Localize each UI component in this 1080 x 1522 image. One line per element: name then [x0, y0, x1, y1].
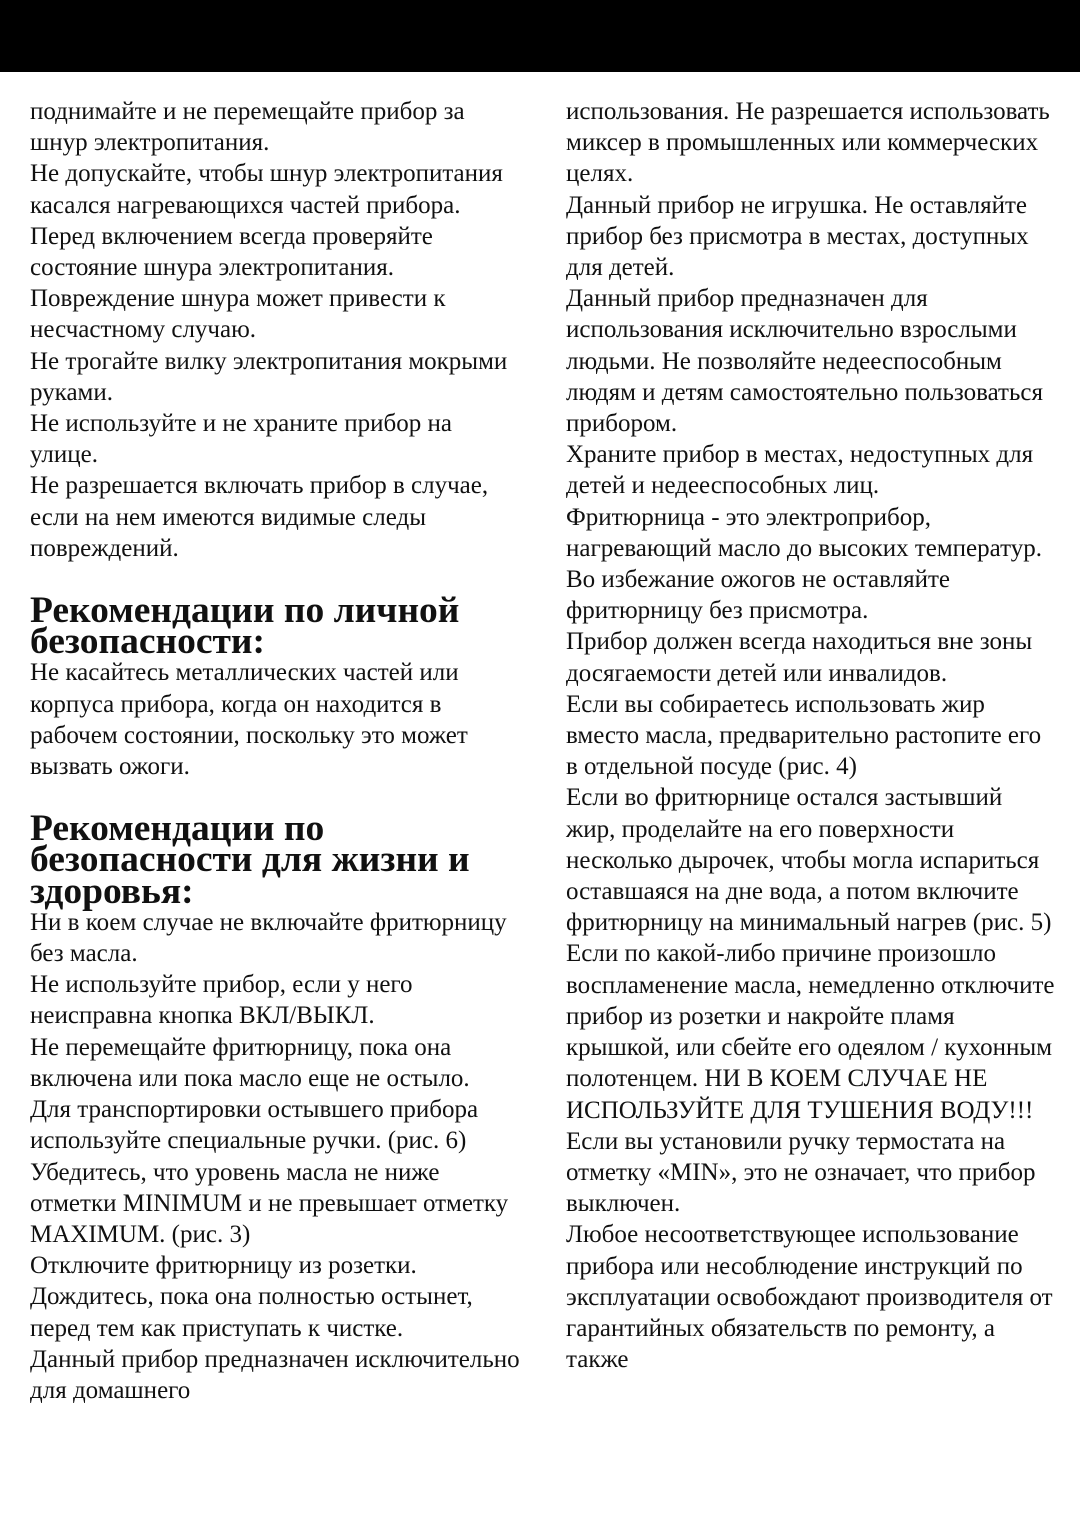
paragraph: Если вы установили ручку термостата на отметку «MIN», это не означает, что прибор выключен. — [566, 1127, 1036, 1218]
paragraph: Если по какой-либо причине произошло воспламенение масла, немедленно отключите прибор из розетки и накройте пламя крышкой, или сбейте его одеялом / кухонным полотенцем. НИ В КОЕМ СЛУЧАЕ НЕ ИСПОЛЬЗУЙТЕ ДЛЯ ТУШЕНИЯ ВОДУ!!! — [566, 940, 1055, 1124]
paragraph: Убедитесь, что уровень масла не ниже отметки MINIMUM и не превышает отметку MAXIMUM. (рис. 3) — [30, 1158, 509, 1248]
paragraph: использования. Не разрешается использовать миксер в промышленных или коммерческих целях. — [566, 98, 1050, 188]
header-bar — [0, 0, 1080, 72]
paragraph: Данный прибор не игрушка. Не оставляйте прибор без присмотра в местах, доступных для детей. — [566, 191, 1029, 282]
paragraph: Храните прибор в местах, недоступных для детей и недееспособных лиц. — [566, 441, 1034, 500]
paragraph: Прибор должен всегда находиться вне зоны досягаемости детей или инвалидов. — [566, 628, 1033, 687]
right-column — [566, 96, 1056, 1375]
paragraph: Не используйте и не храните прибор на улице. — [30, 410, 452, 469]
paragraph: Перед включением всегда проверяйте состояние шнура электропитания. Повреждение шнура может привести к несчастному случаю. — [30, 222, 446, 344]
paragraph: Для транспортировки остывшего прибора используйте специальные ручки. (рис. 6) — [30, 1096, 479, 1155]
paragraph: Не касайтесь металлических частей или корпуса прибора, когда он находится в рабочем состоянии, поскольку это может вызвать ожоги. — [30, 659, 468, 781]
section-heading-life-health-safety: Рекомендации по безопасности для жизни и здоровья: — [30, 808, 470, 912]
paragraph: Ни в коем случае не включайте фритюрницу без масла. — [30, 908, 507, 968]
paragraph: Если во фритюрнице остался застывший жир, проделайте на его поверхности несколько дырочек, чтобы могла испариться оставшаяся на дне вода, а потом включите фритюрницу на минимальный нагрев (рис. 5) — [566, 784, 1052, 937]
paragraph: Отключите фритюрницу из розетки. Дождитесь, пока она полностью остынет, перед тем как приступать к чистке. — [30, 1252, 473, 1342]
section-heading-personal-safety: Рекомендации по личной безопасности: — [30, 590, 460, 663]
paragraph: Не допускайте, чтобы шнур электропитания касался нагревающихся частей прибора. — [30, 160, 503, 219]
paragraph: поднимайте и не перемещайте прибор за шнур электропитания. — [30, 98, 465, 157]
left-column — [30, 96, 522, 1406]
paragraph: Фритюрница - это электроприбор, нагревающий масло до высоких температур. Во избежание ожогов не оставляйте фритюрницу без присмотра. — [566, 503, 1042, 625]
paragraph: Данный прибор предназначен исключительно для домашнего — [30, 1345, 520, 1404]
paragraph: Не трогайте вилку электропитания мокрыми руками. — [30, 347, 508, 406]
paragraph: Если вы собираетесь использовать жир вместо масла, предварительно растопите его в отдельной посуде (рис. 4) — [566, 690, 1042, 781]
paragraph: Не используйте прибор, если у него неисправна кнопка ВКЛ/ВЫКЛ. — [30, 971, 413, 1030]
paragraph: Не разрешается включать прибор в случае, если на нем имеются видимые следы повреждений. — [30, 472, 489, 562]
paragraph: Данный прибор предназначен для использования исключительно взрослыми людьми. Не позволяйте недееспособным людям и детям самостоятельно пользоваться прибором. — [566, 285, 1043, 438]
paragraph: Не перемещайте фритюрницу, пока она включена или пока масло еще не остыло. — [30, 1033, 470, 1092]
paragraph: Любое несоответствующее использование прибора или несоблюдение инструкций по эксплуатации освобождают производителя от гарантийных обязательств по ремонту, а также — [566, 1221, 1053, 1374]
